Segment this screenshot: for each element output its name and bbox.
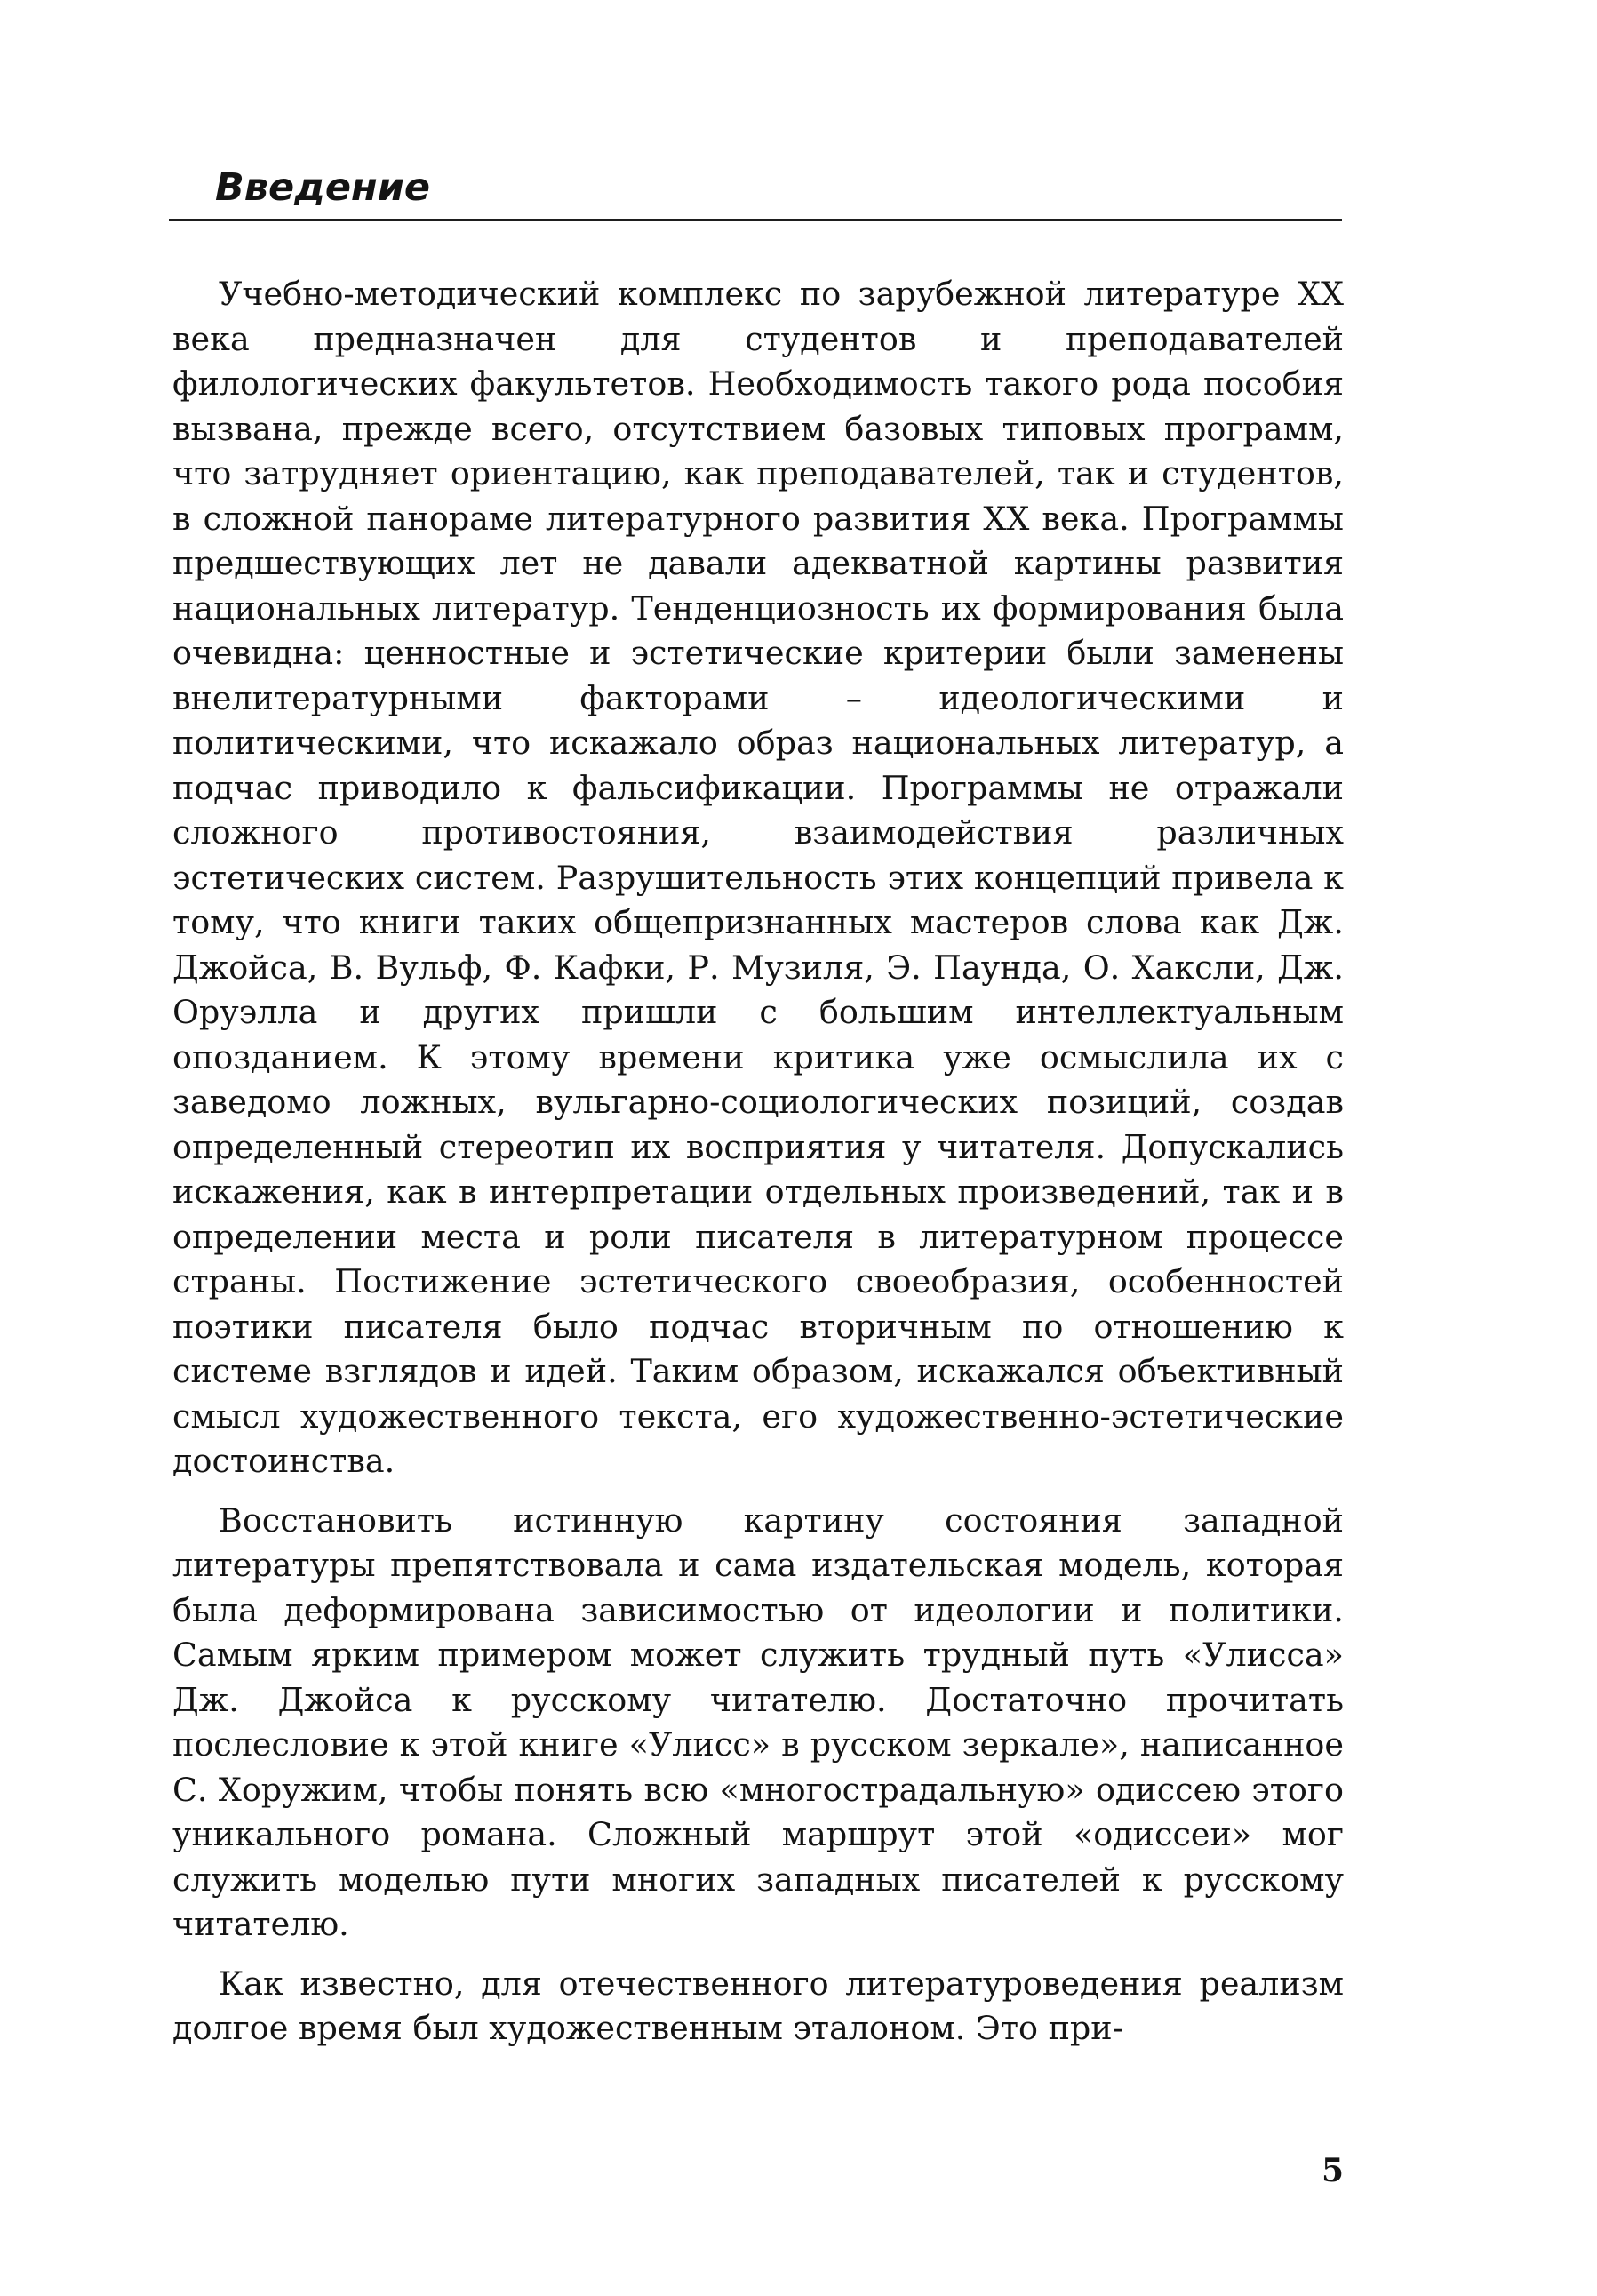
paragraph: Учебно-методический комплекс по зарубежной литературе XX века предназначен для студентов и преподавателей филологических факультетов. Необходимость такого рода пособия вызвана, прежде всего, отсутствием базовых типовых программ, что затрудняет ориентацию, как преподавателей, так и студентов, в сложной панораме литературного развития XX века. Программы предшествующих лет не давали адекватной картины развития национальных литератур. Тенденциозность их формирования была очевидна: ценностные и эстетические критерии были заменены внелитературными факторами – идеологическими и политическими, что искажало образ национальных литератур, а подчас приводило к фальсификации. Программы не отражали сложного противостояния, взаимодействия различных эстетических систем. Разрушительность этих концепций привела к тому, что книги таких общепризнанных мастеров слова как Дж. Джойса, В. Вульф, Ф. Кафки, Р. Музиля, Э. Паунда, О. Хаксли, Дж. Оруэлла и других пришли с большим интеллектуальным опозданием. К этому времени критика уже осмыслила их с заведомо ложных, вульгарно-социологических позиций, создав определенный стереотип их восприятия у читателя. Допускались искажения, как в интерпретации отдельных произведений, так и в определении места и роли писателя в литературном процессе страны. Постижение эстетического своеобразия, особенностей поэтики писателя было подчас вторичным по отношению к системе взглядов и идей. Таким образом, искажался объективный смысл художественного текста, его художественно-эстетические достоинства. [172,275,1344,1480]
paragraph: Как известно, для отечественного литературоведения реализм долгое время был художественным эталоном. Это при- [172,1964,1344,2047]
page-number: 5 [1321,2152,1344,2189]
section-title: Введение [215,165,431,210]
body-text [172,272,1344,2052]
header-rule [169,219,1342,221]
section-header [169,165,1342,221]
paragraph: Восстановить истинную картину состояния западной литературы препятствовала и сама издательская модель, которая была деформирована зависимостью от идеологии и политики. Самым ярким примером может служить трудный путь «Улисса» Дж. Джойса к русскому читателю. Достаточно прочитать послесловие к этой книге «Улисс» в русском зеркале», написанное С. Хоружим, чтобы понять всю «многострадальную» одиссею этого уникального романа. Сложный маршрут этой «одиссеи» мог служить моделью пути многих западных писателей к русскому читателю. [172,1500,1344,1943]
